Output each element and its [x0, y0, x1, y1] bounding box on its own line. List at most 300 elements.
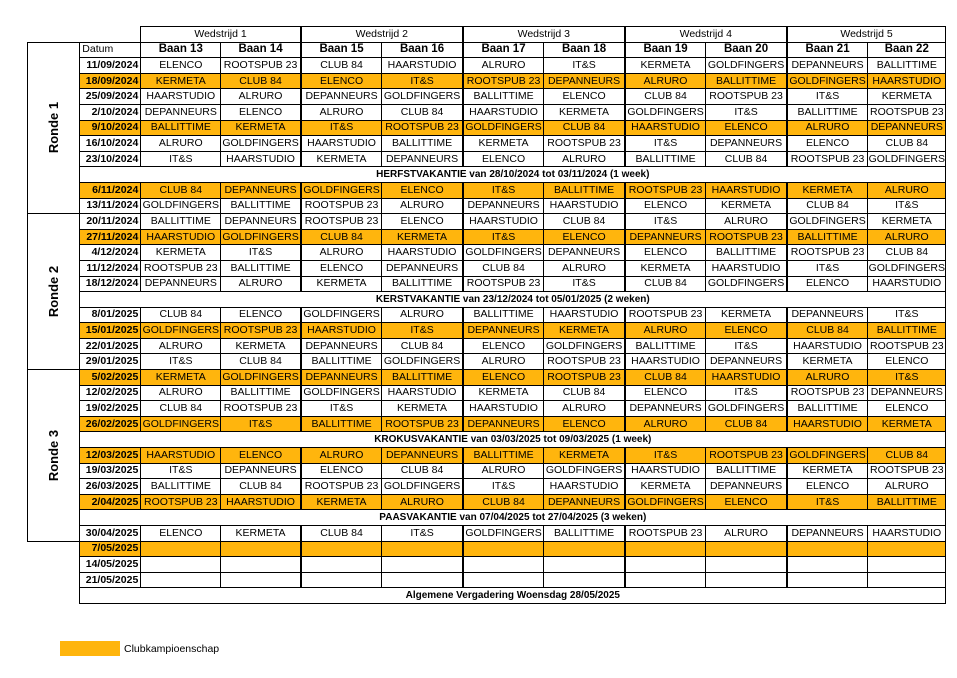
team-cell: CLUB 84	[544, 214, 625, 230]
match-date: 29/01/2025	[80, 354, 141, 370]
wedstrijd-header: Wedstrijd 5	[787, 27, 946, 43]
match-date: 19/03/2025	[80, 463, 141, 479]
match-date: 16/10/2024	[80, 136, 141, 152]
team-cell: IT&S	[463, 479, 544, 495]
team-cell	[301, 572, 382, 588]
team-cell: BALLITTIME	[787, 401, 868, 417]
team-cell	[463, 572, 544, 588]
team-cell	[706, 541, 787, 557]
team-cell: KERMETA	[221, 120, 301, 136]
round-label	[28, 214, 80, 370]
team-cell: KERMETA	[625, 260, 706, 276]
team-cell: DEPANNEURS	[544, 245, 625, 261]
team-cell: KERMETA	[544, 104, 625, 120]
baan-header: Baan 17	[463, 42, 544, 58]
baan-header: Baan 16	[382, 42, 463, 58]
schedule-row	[28, 182, 946, 198]
team-cell: ALRURO	[868, 229, 946, 245]
vacation-banner-row	[28, 588, 946, 604]
team-cell: CLUB 84	[544, 385, 625, 401]
team-cell: ELENCO	[544, 416, 625, 432]
team-cell: ALRURO	[382, 198, 463, 214]
team-cell: DEPANNEURS	[301, 370, 382, 386]
team-cell: ALRURO	[382, 307, 463, 323]
team-cell: ALRURO	[706, 526, 787, 542]
team-cell: GOLDFINGERS	[301, 307, 382, 323]
schedule-row	[28, 89, 946, 105]
team-cell: IT&S	[625, 448, 706, 464]
team-cell: ALRURO	[141, 338, 221, 354]
team-cell: BALLITTIME	[706, 73, 787, 89]
team-cell: KERMETA	[382, 401, 463, 417]
team-cell: DEPANNEURS	[787, 307, 868, 323]
team-cell: DEPANNEURS	[706, 354, 787, 370]
legend-swatch	[60, 641, 120, 656]
team-cell: DEPANNEURS	[544, 73, 625, 89]
team-cell: IT&S	[221, 416, 301, 432]
baan-header: Baan 13	[141, 42, 221, 58]
team-cell: ELENCO	[301, 260, 382, 276]
team-cell: ROOTSPUB 23	[868, 104, 946, 120]
schedule-row	[28, 229, 946, 245]
schedule-row	[28, 385, 946, 401]
team-cell: DEPANNEURS	[787, 58, 868, 74]
header-row-banen	[28, 42, 946, 58]
team-cell: HAARSTUDIO	[544, 479, 625, 495]
team-cell: IT&S	[141, 463, 221, 479]
match-date: 15/01/2025	[80, 323, 141, 339]
team-cell: DEPANNEURS	[141, 276, 221, 292]
team-cell: GOLDFINGERS	[544, 338, 625, 354]
team-cell: HAARSTUDIO	[221, 494, 301, 510]
baan-header: Baan 14	[221, 42, 301, 58]
team-cell: ELENCO	[868, 354, 946, 370]
match-date: 25/09/2024	[80, 89, 141, 105]
team-cell: ALRURO	[301, 448, 382, 464]
team-cell: DEPANNEURS	[301, 89, 382, 105]
team-cell: ALRURO	[382, 494, 463, 510]
vacation-banner: HERFSTVAKANTIE van 28/10/2024 tot 03/11/2024 (1 week)	[80, 167, 946, 183]
team-cell: ROOTSPUB 23	[463, 276, 544, 292]
team-cell: ALRURO	[787, 370, 868, 386]
team-cell: DEPANNEURS	[625, 401, 706, 417]
team-cell: GOLDFINGERS	[706, 58, 787, 74]
team-cell: BALLITTIME	[787, 229, 868, 245]
wedstrijd-header: Wedstrijd 1	[141, 27, 301, 43]
team-cell: KERMETA	[787, 182, 868, 198]
team-cell: ALRURO	[463, 354, 544, 370]
team-cell: ALRURO	[544, 151, 625, 167]
team-cell: KERMETA	[141, 73, 221, 89]
vacation-banner: KERSTVAKANTIE van 23/12/2024 tot 05/01/2025 (2 weken)	[80, 292, 946, 308]
team-cell: BALLITTIME	[625, 151, 706, 167]
team-cell: IT&S	[868, 307, 946, 323]
team-cell: IT&S	[141, 354, 221, 370]
team-cell: ELENCO	[301, 463, 382, 479]
team-cell: GOLDFINGERS	[544, 463, 625, 479]
team-cell: GOLDFINGERS	[141, 323, 221, 339]
baan-header: Baan 22	[868, 42, 946, 58]
match-date: 11/12/2024	[80, 260, 141, 276]
schedule-row	[28, 276, 946, 292]
team-cell: ROOTSPUB 23	[787, 151, 868, 167]
team-cell: BALLITTIME	[706, 463, 787, 479]
match-date: 12/02/2025	[80, 385, 141, 401]
team-cell: CLUB 84	[787, 323, 868, 339]
team-cell: ELENCO	[463, 151, 544, 167]
schedule-row	[28, 541, 946, 557]
match-date: 6/11/2024	[80, 182, 141, 198]
team-cell: HAARSTUDIO	[544, 307, 625, 323]
team-cell: BALLITTIME	[221, 385, 301, 401]
team-cell: CLUB 84	[301, 526, 382, 542]
team-cell: GOLDFINGERS	[868, 260, 946, 276]
team-cell: CLUB 84	[221, 354, 301, 370]
team-cell: ROOTSPUB 23	[141, 260, 221, 276]
wedstrijd-header: Wedstrijd 2	[301, 27, 463, 43]
team-cell: ROOTSPUB 23	[382, 120, 463, 136]
team-cell: GOLDFINGERS	[301, 385, 382, 401]
team-cell: HAARSTUDIO	[382, 385, 463, 401]
team-cell: ALRURO	[141, 136, 221, 152]
team-cell: ROOTSPUB 23	[868, 338, 946, 354]
team-cell: ROOTSPUB 23	[544, 354, 625, 370]
match-date: 11/09/2024	[80, 58, 141, 74]
round-spacer	[28, 541, 80, 603]
team-cell: ROOTSPUB 23	[221, 323, 301, 339]
team-cell	[625, 572, 706, 588]
team-cell: DEPANNEURS	[706, 136, 787, 152]
match-date: 21/05/2025	[80, 572, 141, 588]
team-cell: HAARSTUDIO	[301, 136, 382, 152]
team-cell	[787, 557, 868, 573]
team-cell	[301, 557, 382, 573]
team-cell: CLUB 84	[463, 494, 544, 510]
team-cell: DEPANNEURS	[706, 479, 787, 495]
schedule-row	[28, 526, 946, 542]
team-cell: HAARSTUDIO	[463, 401, 544, 417]
team-cell: CLUB 84	[868, 136, 946, 152]
team-cell: ALRURO	[868, 479, 946, 495]
team-cell: IT&S	[625, 136, 706, 152]
team-cell: HAARSTUDIO	[221, 151, 301, 167]
team-cell: DEPANNEURS	[382, 448, 463, 464]
team-cell	[221, 557, 301, 573]
team-cell: GOLDFINGERS	[625, 104, 706, 120]
baan-header: Baan 21	[787, 42, 868, 58]
team-cell: HAARSTUDIO	[706, 260, 787, 276]
team-cell: HAARSTUDIO	[787, 416, 868, 432]
team-cell: CLUB 84	[544, 120, 625, 136]
wedstrijd-header: Wedstrijd 3	[463, 27, 625, 43]
team-cell	[787, 541, 868, 557]
team-cell	[382, 557, 463, 573]
schedule-row	[28, 448, 946, 464]
team-cell: ELENCO	[706, 494, 787, 510]
team-cell: IT&S	[868, 198, 946, 214]
team-cell: DEPANNEURS	[868, 385, 946, 401]
team-cell: GOLDFINGERS	[141, 198, 221, 214]
team-cell: BALLITTIME	[463, 89, 544, 105]
team-cell: ELENCO	[625, 385, 706, 401]
team-cell: DEPANNEURS	[382, 260, 463, 276]
team-cell: CLUB 84	[625, 89, 706, 105]
schedule-table	[27, 26, 946, 604]
team-cell: KERMETA	[301, 151, 382, 167]
team-cell: DEPANNEURS	[221, 463, 301, 479]
baan-header: Baan 20	[706, 42, 787, 58]
team-cell: CLUB 84	[141, 401, 221, 417]
team-cell: KERMETA	[221, 338, 301, 354]
header-row-wedstrijden	[28, 27, 946, 43]
team-cell	[787, 572, 868, 588]
team-cell	[382, 572, 463, 588]
match-date: 18/09/2024	[80, 73, 141, 89]
team-cell: ROOTSPUB 23	[382, 416, 463, 432]
schedule-row	[28, 401, 946, 417]
baan-header: Baan 15	[301, 42, 382, 58]
team-cell: KERMETA	[463, 136, 544, 152]
team-cell: ROOTSPUB 23	[301, 198, 382, 214]
schedule-row	[28, 198, 946, 214]
team-cell: KERMETA	[868, 89, 946, 105]
team-cell: GOLDFINGERS	[706, 401, 787, 417]
team-cell: BALLITTIME	[141, 479, 221, 495]
schedule-row	[28, 479, 946, 495]
team-cell: ELENCO	[625, 198, 706, 214]
schedule-row	[28, 354, 946, 370]
team-cell: ROOTSPUB 23	[544, 136, 625, 152]
team-cell: ALRURO	[301, 104, 382, 120]
team-cell: KERMETA	[706, 198, 787, 214]
team-cell: IT&S	[787, 260, 868, 276]
schedule-row	[28, 245, 946, 261]
team-cell: CLUB 84	[221, 73, 301, 89]
team-cell: ALRURO	[544, 401, 625, 417]
team-cell: CLUB 84	[463, 260, 544, 276]
round-label-text: Ronde 2	[46, 265, 62, 318]
team-cell: DEPANNEURS	[382, 151, 463, 167]
team-cell: KERMETA	[868, 214, 946, 230]
team-cell: ALRURO	[463, 463, 544, 479]
vacation-banner-row	[28, 167, 946, 183]
schedule-row	[28, 338, 946, 354]
team-cell: CLUB 84	[625, 370, 706, 386]
team-cell: KERMETA	[787, 354, 868, 370]
team-cell: KERMETA	[868, 416, 946, 432]
team-cell: ELENCO	[141, 526, 221, 542]
team-cell: CLUB 84	[301, 229, 382, 245]
match-date: 26/02/2025	[80, 416, 141, 432]
match-date: 18/12/2024	[80, 276, 141, 292]
team-cell: GOLDFINGERS	[868, 151, 946, 167]
team-cell: IT&S	[463, 182, 544, 198]
team-cell: CLUB 84	[625, 276, 706, 292]
team-cell: ELENCO	[382, 214, 463, 230]
team-cell: IT&S	[868, 370, 946, 386]
team-cell: HAARSTUDIO	[463, 104, 544, 120]
team-cell: CLUB 84	[787, 198, 868, 214]
schedule-row	[28, 136, 946, 152]
team-cell: BALLITTIME	[301, 416, 382, 432]
team-cell: IT&S	[706, 338, 787, 354]
legend	[60, 641, 219, 656]
team-cell: DEPANNEURS	[868, 120, 946, 136]
team-cell: KERMETA	[544, 323, 625, 339]
team-cell: IT&S	[301, 120, 382, 136]
schedule-row	[28, 370, 946, 386]
team-cell: CLUB 84	[221, 479, 301, 495]
team-cell: HAARSTUDIO	[141, 448, 221, 464]
team-cell	[544, 541, 625, 557]
team-cell: GOLDFINGERS	[382, 479, 463, 495]
team-cell: BALLITTIME	[868, 323, 946, 339]
team-cell: KERMETA	[141, 370, 221, 386]
team-cell: ROOTSPUB 23	[625, 526, 706, 542]
team-cell: ELENCO	[221, 104, 301, 120]
team-cell: GOLDFINGERS	[221, 229, 301, 245]
team-cell: CLUB 84	[301, 58, 382, 74]
match-date: 9/10/2024	[80, 120, 141, 136]
team-cell: ROOTSPUB 23	[544, 370, 625, 386]
team-cell: KERMETA	[625, 479, 706, 495]
team-cell: ROOTSPUB 23	[221, 58, 301, 74]
team-cell	[544, 572, 625, 588]
team-cell: ROOTSPUB 23	[706, 448, 787, 464]
team-cell: DEPANNEURS	[141, 104, 221, 120]
team-cell: IT&S	[301, 401, 382, 417]
match-date: 7/05/2025	[80, 541, 141, 557]
team-cell: ALRURO	[625, 323, 706, 339]
team-cell: HAARSTUDIO	[868, 73, 946, 89]
team-cell: ALRURO	[463, 58, 544, 74]
match-date: 2/04/2025	[80, 494, 141, 510]
team-cell: KERMETA	[382, 229, 463, 245]
team-cell	[301, 541, 382, 557]
team-cell: ELENCO	[382, 182, 463, 198]
team-cell: CLUB 84	[141, 182, 221, 198]
team-cell: ALRURO	[625, 73, 706, 89]
schedule-row	[28, 557, 946, 573]
team-cell: KERMETA	[301, 494, 382, 510]
team-cell: HAARSTUDIO	[787, 338, 868, 354]
match-date: 13/11/2024	[80, 198, 141, 214]
schedule-row	[28, 151, 946, 167]
schedule-row	[28, 572, 946, 588]
team-cell: ELENCO	[221, 448, 301, 464]
match-date: 22/01/2025	[80, 338, 141, 354]
team-cell: GOLDFINGERS	[301, 182, 382, 198]
team-cell: IT&S	[141, 151, 221, 167]
team-cell: GOLDFINGERS	[221, 370, 301, 386]
match-date: 4/12/2024	[80, 245, 141, 261]
team-cell: ELENCO	[544, 229, 625, 245]
match-date: 19/02/2025	[80, 401, 141, 417]
team-cell: ALRURO	[221, 276, 301, 292]
team-cell	[706, 557, 787, 573]
team-cell: GOLDFINGERS	[625, 494, 706, 510]
team-cell	[221, 572, 301, 588]
team-cell: ELENCO	[787, 479, 868, 495]
team-cell: ELENCO	[221, 307, 301, 323]
header-blank	[28, 27, 80, 43]
team-cell: ROOTSPUB 23	[625, 307, 706, 323]
vacation-banner: PAASVAKANTIE van 07/04/2025 tot 27/04/2025 (3 weken)	[80, 510, 946, 526]
team-cell	[141, 541, 221, 557]
team-cell: BALLITTIME	[382, 370, 463, 386]
schedule-row	[28, 214, 946, 230]
match-date: 26/03/2025	[80, 479, 141, 495]
team-cell: GOLDFINGERS	[787, 448, 868, 464]
team-cell: DEPANNEURS	[787, 526, 868, 542]
team-cell: CLUB 84	[141, 307, 221, 323]
team-cell: IT&S	[221, 245, 301, 261]
schedule-row	[28, 120, 946, 136]
team-cell: HAARSTUDIO	[706, 370, 787, 386]
team-cell: ELENCO	[787, 276, 868, 292]
wedstrijd-header: Wedstrijd 4	[625, 27, 787, 43]
team-cell: HAARSTUDIO	[141, 89, 221, 105]
team-cell: ALRURO	[787, 120, 868, 136]
match-date: 12/03/2025	[80, 448, 141, 464]
team-cell: ROOTSPUB 23	[301, 479, 382, 495]
team-cell: BALLITTIME	[141, 120, 221, 136]
team-cell: CLUB 84	[706, 151, 787, 167]
team-cell: ELENCO	[625, 245, 706, 261]
team-cell: BALLITTIME	[706, 245, 787, 261]
team-cell	[463, 557, 544, 573]
team-cell: BALLITTIME	[301, 354, 382, 370]
vacation-banner-row	[28, 432, 946, 448]
team-cell: BALLITTIME	[787, 104, 868, 120]
team-cell: CLUB 84	[868, 245, 946, 261]
vacation-banner: KROKUSVAKANTIE van 03/03/2025 tot 09/03/2025 (1 week)	[80, 432, 946, 448]
header-blank	[80, 27, 141, 43]
team-cell: KERMETA	[625, 58, 706, 74]
team-cell: GOLDFINGERS	[463, 526, 544, 542]
team-cell: ROOTSPUB 23	[221, 401, 301, 417]
team-cell: ROOTSPUB 23	[301, 214, 382, 230]
team-cell: BALLITTIME	[544, 182, 625, 198]
schedule-row	[28, 494, 946, 510]
team-cell: BALLITTIME	[868, 494, 946, 510]
team-cell: KERMETA	[787, 463, 868, 479]
match-date: 30/04/2025	[80, 526, 141, 542]
team-cell: KERMETA	[544, 448, 625, 464]
team-cell: BALLITTIME	[868, 58, 946, 74]
round-label-text: Ronde 3	[46, 429, 62, 481]
schedule-row	[28, 323, 946, 339]
team-cell: ELENCO	[544, 89, 625, 105]
vacation-banner-row	[28, 510, 946, 526]
team-cell: HAARSTUDIO	[868, 276, 946, 292]
team-cell: IT&S	[787, 89, 868, 105]
team-cell: BALLITTIME	[382, 136, 463, 152]
team-cell: BALLITTIME	[463, 307, 544, 323]
team-cell: ALRURO	[544, 260, 625, 276]
team-cell: HAARSTUDIO	[706, 182, 787, 198]
team-cell	[706, 572, 787, 588]
team-cell: ELENCO	[868, 401, 946, 417]
team-cell: BALLITTIME	[625, 338, 706, 354]
team-cell: HAARSTUDIO	[382, 245, 463, 261]
team-cell: HAARSTUDIO	[625, 354, 706, 370]
team-cell: KERMETA	[301, 276, 382, 292]
team-cell	[141, 557, 221, 573]
team-cell: CLUB 84	[382, 338, 463, 354]
team-cell: CLUB 84	[868, 448, 946, 464]
team-cell: GOLDFINGERS	[463, 245, 544, 261]
